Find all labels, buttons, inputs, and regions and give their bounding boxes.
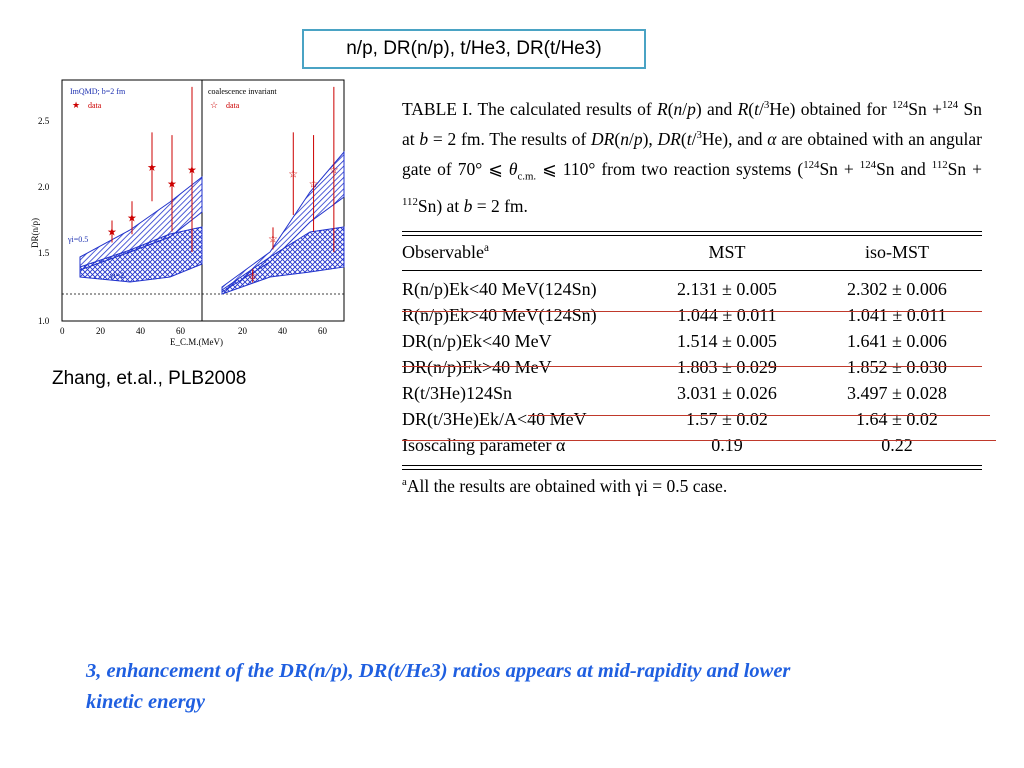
row-iso: 0.22 [881, 435, 913, 456]
table-caption: TABLE I. The calculated results of R(n/p) and R(t/$^3$He) obtained for $^{124}$Sn +$^{124}$ Sn at b = 2 fm. The results of DR(n/p), DR(t/$^3$He), and α are obtained with an angular gate of 70° ⩽ $\theta_{c.m.}$ ⩽ 110° from two reaction systems ($^{124}$Sn + $^{124}$Sn and $^{112}$Sn + $^{112}$Sn) at b = 2 fm. [402, 98, 983, 216]
right-data-point: ☆ [288, 168, 299, 181]
x-tick: 60 [318, 326, 327, 336]
row-iso: 2.302 ± 0.006 [847, 279, 947, 300]
table-footnote-text: All the results are obtained with γi = 0.5 case. [406, 475, 728, 496]
header-observable: Observable [402, 242, 484, 263]
table-row [402, 355, 982, 381]
row-mst: 1.803 ± 0.029 [677, 357, 777, 378]
table-footnote: $^a$All the results are obtained with γi = 0.5 case. [402, 475, 728, 496]
y-tick: 1.5 [38, 248, 50, 258]
table-row [402, 277, 982, 303]
y-tick: 2.5 [38, 116, 50, 126]
x-axis-label: E_C.M.(MeV) [170, 337, 223, 347]
table-body [402, 236, 982, 270]
y-tick: 2.0 [38, 182, 50, 192]
row-mst: 3.031 ± 0.026 [677, 383, 777, 404]
x-tick: 0 [60, 326, 65, 336]
left-data-point: ★ [167, 178, 177, 191]
row-mst: 1.044 ± 0.011 [677, 305, 777, 326]
row-observable: Isoscaling parameter α [402, 435, 566, 456]
row-observable: R(n/p)Ek>40 MeV(124Sn) [402, 305, 597, 326]
y-tick: 1.0 [38, 316, 50, 326]
row-iso: 1.852 ± 0.030 [847, 357, 947, 378]
left-data-point: ★ [147, 161, 157, 174]
right-data-point: ☆ [268, 233, 278, 246]
row-observable: DR(t/3He)Ek/A<40 MeV [402, 409, 587, 430]
row-mst: 1.57 ± 0.02 [686, 409, 768, 430]
x-tick: 40 [136, 326, 145, 336]
x-tick: 20 [96, 326, 105, 336]
left-data-point: ★ [127, 212, 137, 225]
header-iso-mst: iso-MST [864, 242, 929, 263]
row-iso: 1.041 ± 0.011 [847, 305, 947, 326]
band-label: γi=0.5 [68, 235, 89, 244]
table-row [402, 329, 982, 355]
table-row [402, 433, 982, 459]
annotation-line [402, 366, 982, 367]
dr-np-figure [30, 72, 360, 362]
row-mst: 2.131 ± 0.005 [677, 279, 777, 300]
right-panel-label: coalescence invariant [208, 87, 277, 96]
table-caption-lead: TABLE I. [402, 98, 473, 119]
right-data-point: ☆ [308, 178, 319, 191]
y-axis-label: DR(n/p) [30, 218, 40, 248]
band-label: γi=2 [110, 271, 125, 280]
left-panel-label: ImQMD; b=2 fm [70, 87, 126, 96]
annotation-line [528, 415, 990, 416]
row-iso: 3.497 ± 0.028 [847, 383, 947, 404]
left-data-point: ★ [107, 226, 117, 239]
table-row [402, 407, 982, 433]
row-mst: 0.19 [711, 435, 743, 456]
figure-caption: Zhang, et.al., PLB2008 [52, 368, 247, 389]
left-legend: data [88, 101, 102, 110]
right-star-outline-icon: ☆ [210, 100, 219, 110]
right-data-point: ☆ [247, 270, 258, 283]
right-data-point: ☆ [328, 164, 339, 177]
row-observable: R(n/p)Ek<40 MeV(124Sn) [402, 279, 597, 300]
table-row [402, 381, 982, 407]
row-mst: 1.514 ± 0.005 [677, 331, 777, 352]
table-rows [402, 277, 982, 459]
row-observable: R(t/3He)124Sn [402, 383, 512, 404]
left-star-icon: ★ [72, 100, 81, 110]
annotation-line [402, 311, 982, 312]
header-mst: MST [708, 242, 746, 263]
annotation-line [402, 440, 996, 441]
row-iso: 1.641 ± 0.006 [847, 331, 947, 352]
left-data-point: ★ [187, 164, 197, 177]
slide-title: n/p, DR(n/p), t/He3, DR(t/He3) [302, 29, 646, 69]
bottom-note: 3, enhancement of the DR(n/p), DR(t/He3) ratios appears at mid-rapidity and lower kinetic energy [86, 660, 791, 713]
results-table [402, 92, 982, 497]
x-tick: 20 [238, 326, 247, 336]
row-observable: DR(n/p)Ek<40 MeV [402, 331, 552, 352]
right-legend: data [226, 101, 240, 110]
x-tick: 60 [176, 326, 185, 336]
row-iso: 1.64 ± 0.02 [856, 409, 938, 430]
table-header-row: Observable$^a$ MST iso-MST [402, 236, 982, 270]
table-row [402, 303, 982, 329]
row-observable: DR(n/p)Ek>40 MeV [402, 357, 552, 378]
x-tick: 40 [278, 326, 287, 336]
